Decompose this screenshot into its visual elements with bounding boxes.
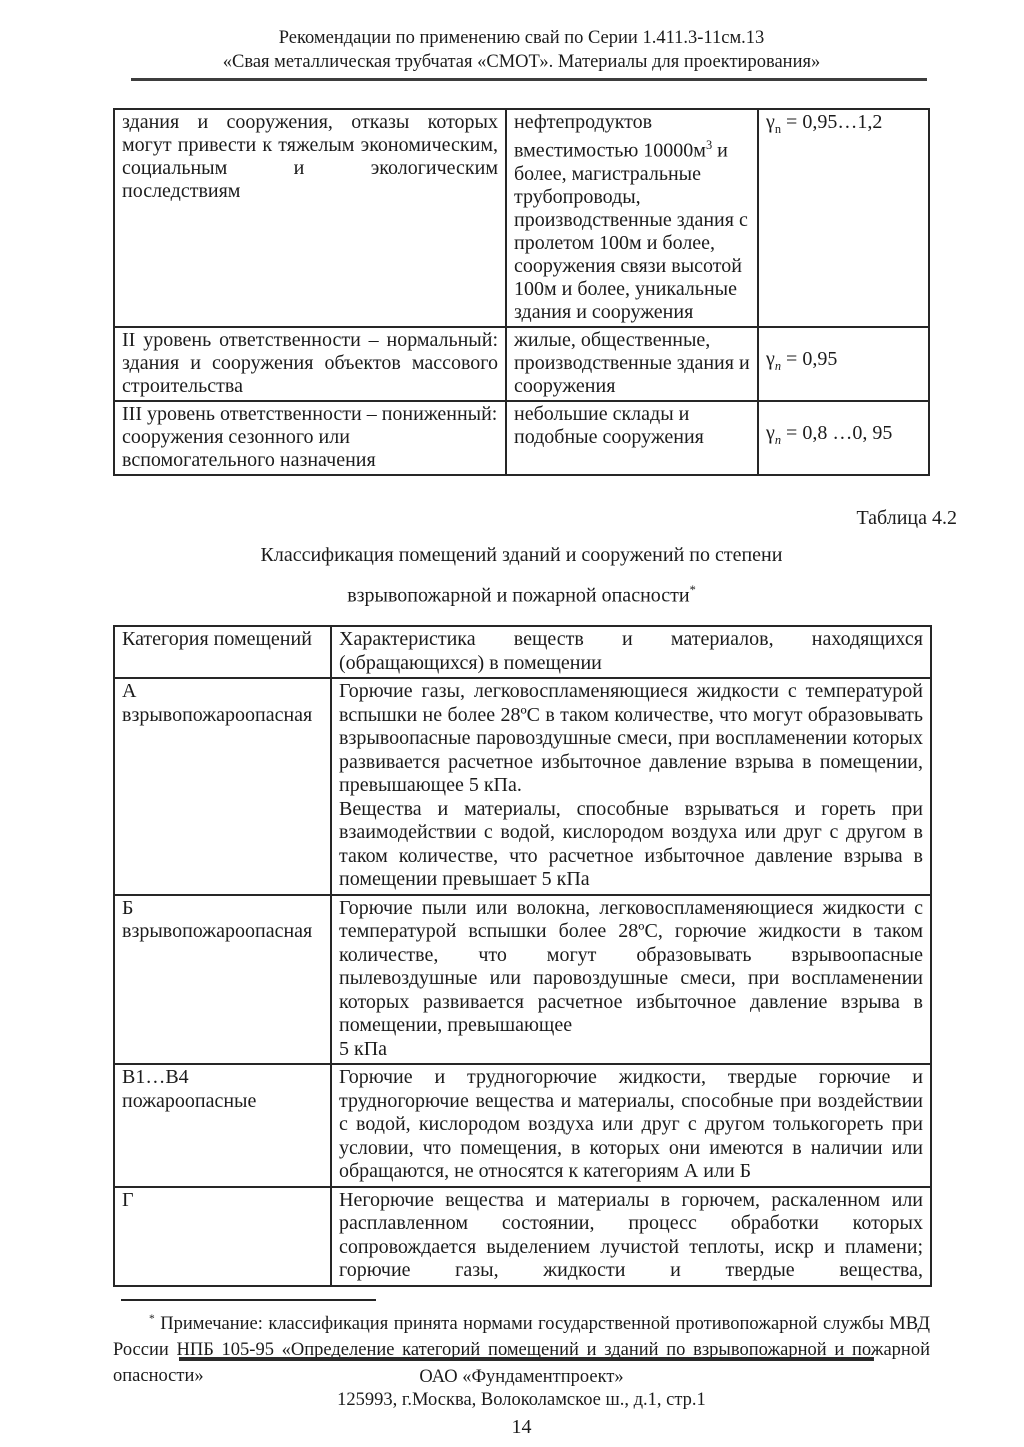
- superscript-3: 3: [705, 138, 713, 152]
- cell-responsibility-description: здания и сооружения, отказы которых могут привести к тяжелым экономическим, социальным и экологическим последствиям: [114, 109, 506, 327]
- header-line-2: «Свая металлическая трубчатая «СМОТ». Материалы для проектирования»: [222, 52, 821, 72]
- gamma-value: = 0,95…1,2: [781, 111, 883, 133]
- characteristic-paragraph: 5 кПа: [339, 1037, 388, 1060]
- category-letter: Б: [122, 896, 134, 919]
- page-footer: [113, 1357, 930, 1439]
- cell-gamma-coefficient: [758, 401, 929, 475]
- page-header: [113, 26, 930, 81]
- header-rule: [131, 78, 927, 81]
- responsibility-levels-table: [113, 108, 930, 476]
- cell-characteristic: [331, 895, 931, 1065]
- title-line-1: Классификация помещений зданий и сооружений по степени: [260, 543, 783, 566]
- gamma-value: = 0,95: [781, 348, 838, 371]
- footnote-separator: [121, 1299, 376, 1301]
- category-kind: пожароопасные: [122, 1089, 257, 1112]
- cell-gamma-coefficient: [758, 327, 929, 401]
- header-cell-characteristic: Характеристика веществ и материалов, находящихся (обращающихся) в помещении: [331, 626, 931, 678]
- category-letter: А: [122, 680, 137, 703]
- gamma-subscript: n: [774, 122, 782, 136]
- cell-examples: [506, 109, 758, 327]
- cell-responsibility-description: III уровень ответственности – пониженный: сооружения сезонного или вспомогательного назначения: [114, 401, 506, 475]
- cell-responsibility-description: II уровень ответственности – нормальный: здания и сооружения объектов массового строительства: [114, 327, 506, 401]
- footnote-mark: *: [149, 1312, 155, 1325]
- footer-rule: [179, 1357, 874, 1361]
- table-row: [114, 109, 929, 327]
- gamma-subscript: n: [774, 359, 782, 374]
- examples-text: нефтепродуктов вместимостью 10000м: [514, 111, 706, 162]
- table-row: [114, 327, 929, 401]
- header-line-1: Рекомендации по применению свай по Серии 1.411.3-11см.13: [278, 28, 765, 48]
- category-letter: В1…В4: [122, 1066, 189, 1089]
- header-cell-category: Категория помещений: [114, 626, 331, 678]
- footnote-body: Примечание: классификация принята нормами государственной противопожарной службы МВД России НПБ 105-95 «Определение категорий помещений и зданий по взрывопожарной и пожарной опасности»: [113, 1313, 930, 1386]
- footer-address: 125993, г.Москва, Волоколамское ш., д.1, стр.1: [337, 1390, 706, 1410]
- category-letter: Г: [122, 1188, 134, 1211]
- characteristic-paragraph: Негорючие вещества и материалы в горючем, раскаленном или расплавленном состоянии, процесс обработки которых сопровождается выделением лучистой теплоты, искр и пламени; горючие газы, жидкости и твердые вещества,: [339, 1188, 923, 1282]
- cell-characteristic: [331, 1064, 931, 1187]
- gamma-symbol: γ: [766, 422, 775, 445]
- characteristic-paragraph: Горючие пыли или волокна, легковоспламеняющиеся жидкости с температурой вспышки более 28ºС, горючие жидкости в таком количестве, что могут образовывать взрывоопасные пылевоздушные или паровоздушные смеси, при воспламенении которых развивается расчетное избыточное давление взрыва в помещении, превышающее: [339, 896, 923, 1037]
- cell-category: [114, 895, 331, 1065]
- classification-table-title: [113, 538, 930, 614]
- table-row: [114, 895, 931, 1065]
- cell-gamma-coefficient: [758, 109, 929, 327]
- gamma-symbol: γ: [766, 348, 775, 371]
- table-row: [114, 1064, 931, 1187]
- category-kind: взрывопожароопасная: [122, 920, 313, 943]
- footnote-mark: *: [689, 582, 696, 597]
- gamma-value: = 0,8 …0, 95: [781, 422, 893, 445]
- characteristic-paragraph: Вещества и материалы, способные взрываться и гореть при взаимодействии с водой, кислородом воздуха или друг с другом в таком количестве, что расчетное избыточное давление взрыва в помещении превышает 5 кПа: [339, 797, 923, 891]
- table-caption: Таблица 4.2: [856, 506, 957, 529]
- table-row: [114, 1187, 931, 1286]
- cell-examples: небольшие склады и подобные сооружения: [506, 401, 758, 475]
- table-row: [114, 401, 929, 475]
- characteristic-paragraph: Горючие и трудногорючие жидкости, твердые горючие и трудногорючие вещества и материалы, способные при воздействии с водой, кислородом воздуха или друг с другом толькогореть при условии, что помещения, в которых они имеются в наличии или обращаются, не относятся к категориям А или Б: [339, 1066, 923, 1183]
- cell-characteristic: [331, 1187, 931, 1286]
- table-row: [114, 678, 931, 895]
- cell-category: [114, 1187, 331, 1286]
- characteristic-paragraph: Горючие газы, легковоспламеняющиеся жидкости с температурой вспышки не более 28ºС в таком количестве, что могут образовывать взрывоопасные паровоздушные смеси, при воспламенении которых развивается расчетное избыточное давление взрыва в помещении, превышающее 5 кПа.: [339, 680, 923, 797]
- cell-category: [114, 678, 331, 895]
- gamma-symbol: γ: [766, 111, 775, 133]
- fire-hazard-classification-table: [113, 625, 932, 1287]
- gamma-subscript: n: [774, 433, 782, 448]
- table-header-row: [114, 626, 931, 678]
- category-kind: взрывопожароопасная: [122, 703, 313, 726]
- page-number: 14: [511, 1416, 532, 1438]
- cell-examples: жилые, общественные, производственные здания и сооружения: [506, 327, 758, 401]
- title-line-2: взрывопожарной и пожарной опасности*: [347, 582, 696, 607]
- examples-text: и более, магистральные трубопроводы, производственные здания с пролетом 100м и более, сооружения связи высотой 100м и более, уникальные здания и сооружения: [514, 139, 748, 323]
- footer-organization: ОАО «Фундаментпроект»: [419, 1367, 624, 1387]
- cell-characteristic: [331, 678, 931, 895]
- cell-category: [114, 1064, 331, 1187]
